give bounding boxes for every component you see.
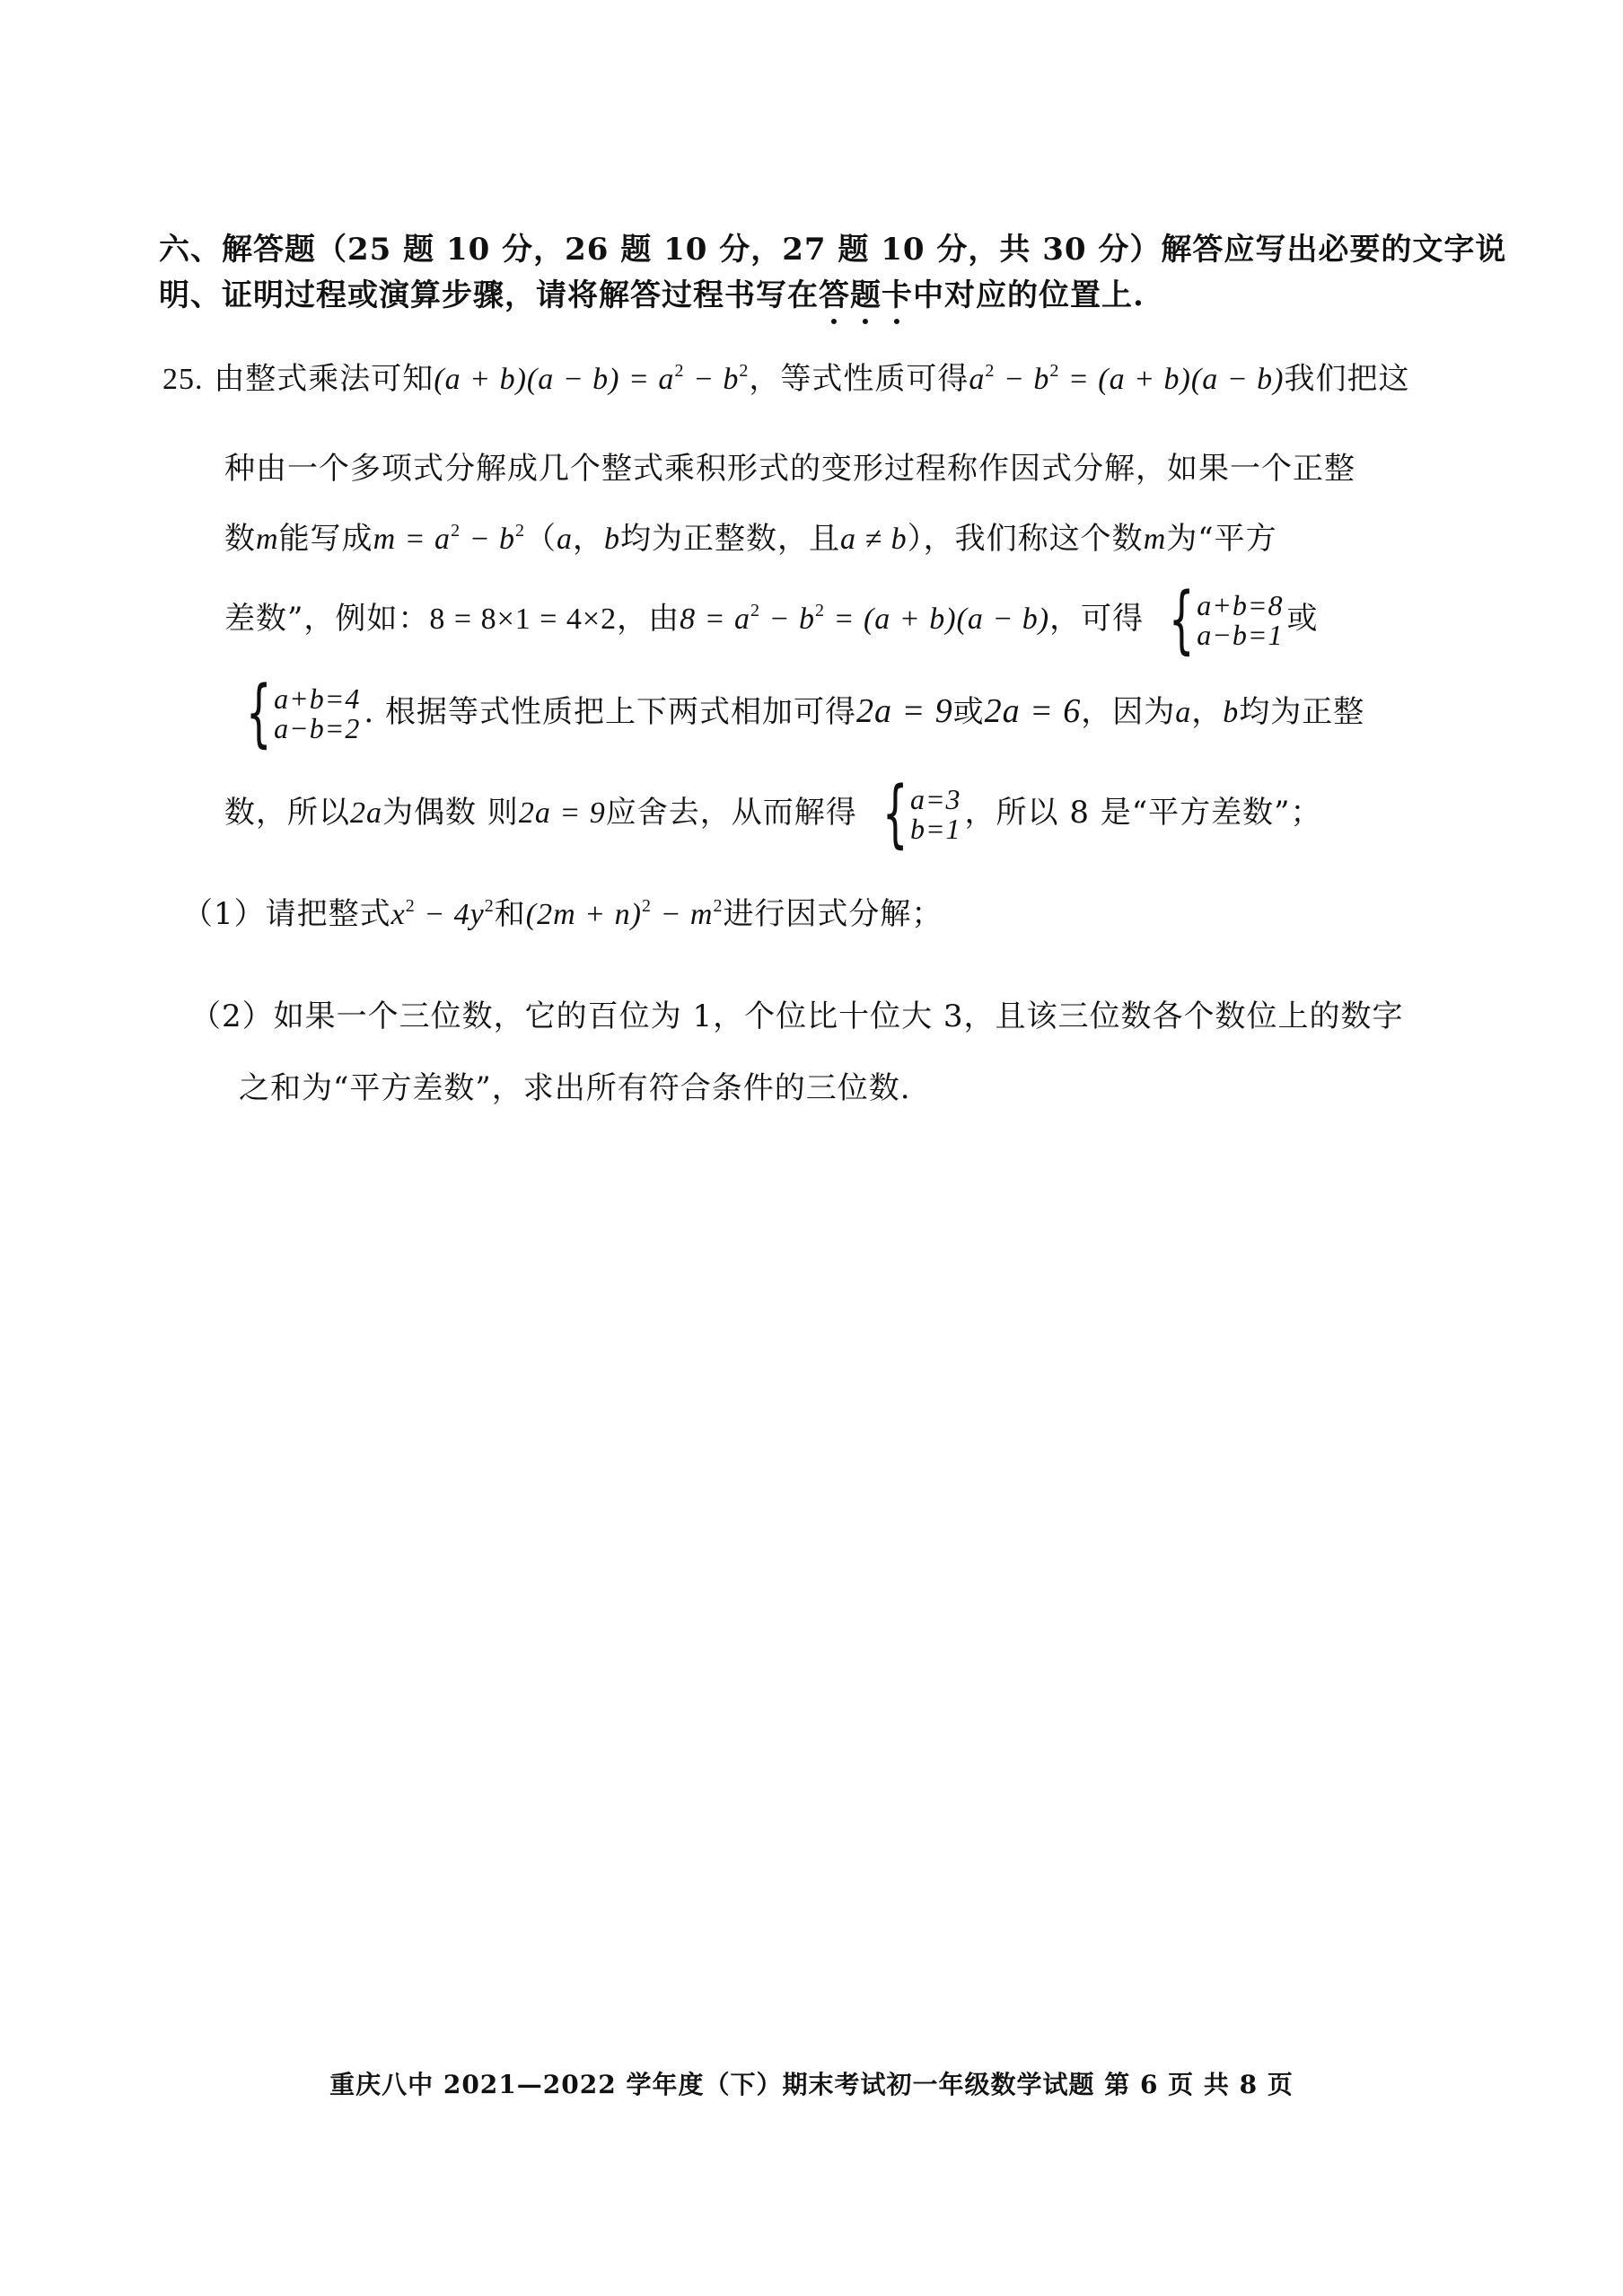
- page-footer: 重庆八中 2021—2022 学年度（下）期末考试初一年级数学试题 第 6 页 共 8 页: [329, 2070, 1294, 2099]
- q25-line-3: 数m能写成$m = a^2 - b^2(a$，b均为正整数，且a ≠ b），我们称这个数m为“平方: [224, 521, 1277, 557]
- answer-sheet-emphasis: 答题卡: [819, 277, 913, 313]
- q25-line-5: { a+b=4 a−b=2 . 根据等式性质把上下两式相加可得2a = 9或2a = 6，因为a，b均为正整: [224, 682, 1364, 745]
- q25-line-1: 25. 由整式乘法可知$(a + b)(a - b) = a^2 - b^2$，等式性质可得$a^2 - b^2 = (a + b)(a - b)$我们把这: [162, 361, 1410, 397]
- q25-part-2-line-1: （2）如果一个三位数，它的百位为 1，个位比十位大 3，且该三位数各个数位上的数字: [190, 998, 1404, 1034]
- q25-part-2-line-2: 之和为“平方差数”，求出所有符合条件的三位数.: [239, 1070, 911, 1106]
- q25-line-6: 数，所以2a为偶数 则2a = 9应舍去，从而解得 { a=3 b=1 ，所以 8 是“平方差数”；: [224, 771, 1322, 857]
- section-heading-line-1: 六、解答题（25 题 10 分，26 题 10 分，27 题 10 分，共 30 分）解答应写出必要的文字说: [159, 232, 1507, 268]
- q25-line-2: 种由一个多项式分解成几个整式乘积形式的变形过程称作因式分解，如果一个正整: [224, 451, 1355, 487]
- equation-system-1: { a+b=8 a−b=1: [1169, 577, 1284, 663]
- left-brace-icon: {: [882, 771, 908, 857]
- section-heading-line-2: 明、证明过程或演算步骤，请将解答过程书写在答题卡中对应的位置上.: [159, 277, 1145, 313]
- q25-line-4: 差数”，例如：8 = 8×1 = 4×2，由$8 = a^2 - b^2 = (a + b)(a - b)$，可得 { a+b=8 a−b=1 或: [224, 577, 1319, 663]
- equation-system-3: { a=3 b=1: [882, 771, 961, 857]
- equation-system-2: { a+b=4 a−b=2: [245, 671, 361, 756]
- question-number: 25.: [162, 363, 204, 396]
- left-brace-icon: {: [1169, 577, 1196, 663]
- q25-part-1: （1）请把整式$x^2 - 4y^2$和$(2m + n)^2 - m^2$进行因式分解；: [182, 896, 943, 932]
- left-brace-icon: {: [245, 671, 273, 756]
